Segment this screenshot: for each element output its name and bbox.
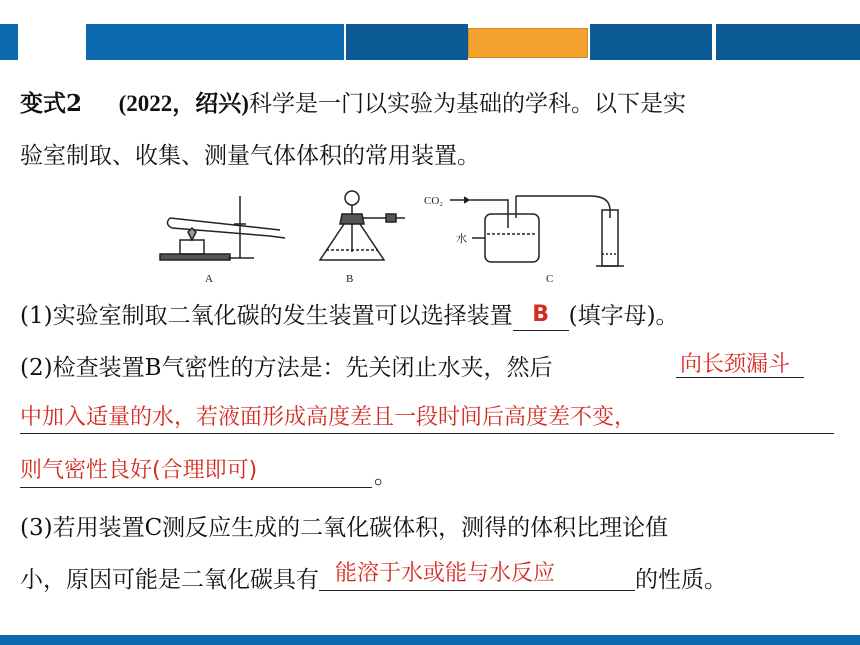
label-a: A (205, 273, 213, 285)
q2-blank-2 (20, 433, 834, 434)
q2-line-1 (20, 352, 552, 384)
q2-prefix: (2)检查装置B气密性的方法是：先关闭止水夹，然后 (20, 355, 553, 381)
q2-answer-line-2: 中加入适量的水，若液面形成高度差且一段时间后高度差不变， (20, 405, 637, 430)
co2-label: CO₂ (424, 195, 444, 207)
question-stem-line-2 (20, 140, 480, 172)
banner-segment (590, 24, 712, 60)
label-b: B (346, 273, 354, 285)
question-stem-line-1 (20, 88, 686, 120)
q3-answer: 能溶于水或能与水反应 (335, 561, 556, 586)
apparatus-b (320, 191, 405, 285)
apparatus-c (424, 195, 624, 285)
q1-suffix: (填字母)。 (568, 303, 679, 329)
q2-answer-line-1: 向长颈漏斗 (680, 352, 791, 377)
apparatus-figure (150, 188, 640, 288)
q2-answer-line-3: 则气密性良好(合理即可) (20, 458, 258, 483)
q2-blank-3 (20, 487, 372, 488)
banner-accent (468, 28, 588, 58)
q3-line-2 (20, 561, 727, 596)
q1-blank (513, 304, 569, 331)
q3-text-1: (3)若用装置C测反应生成的二氧化碳体积，测得的体积比理论值 (20, 515, 669, 541)
stem-text-2: 验室制取、收集、测量气体体积的常用装置。 (20, 143, 480, 169)
q3-prefix: 小，原因可能是二氧化碳具有 (20, 567, 319, 593)
banner-segment (0, 24, 18, 60)
q3-blank (319, 561, 635, 591)
top-banner (0, 0, 860, 60)
water-label: 水 (456, 232, 467, 245)
bottom-banner (0, 635, 860, 645)
banner-segment (716, 24, 860, 60)
q1-prefix: (1)实验室制取二氧化碳的发生装置可以选择装置 (20, 303, 513, 329)
apparatus-a (160, 196, 285, 285)
question-label: 变式2 (20, 90, 83, 117)
q3-line-1 (20, 512, 668, 544)
q1-answer: B (532, 302, 549, 327)
q1-line (20, 300, 679, 332)
banner-segment (346, 24, 468, 60)
q2-suffix: 。 (374, 463, 397, 489)
banner-segment (86, 24, 344, 60)
q3-suffix: 的性质。 (635, 567, 727, 593)
question-source: (2022，绍兴) (118, 91, 249, 116)
stem-text-1: 科学是一门以实验为基础的学科。以下是实 (248, 91, 686, 117)
label-c: C (546, 273, 554, 285)
